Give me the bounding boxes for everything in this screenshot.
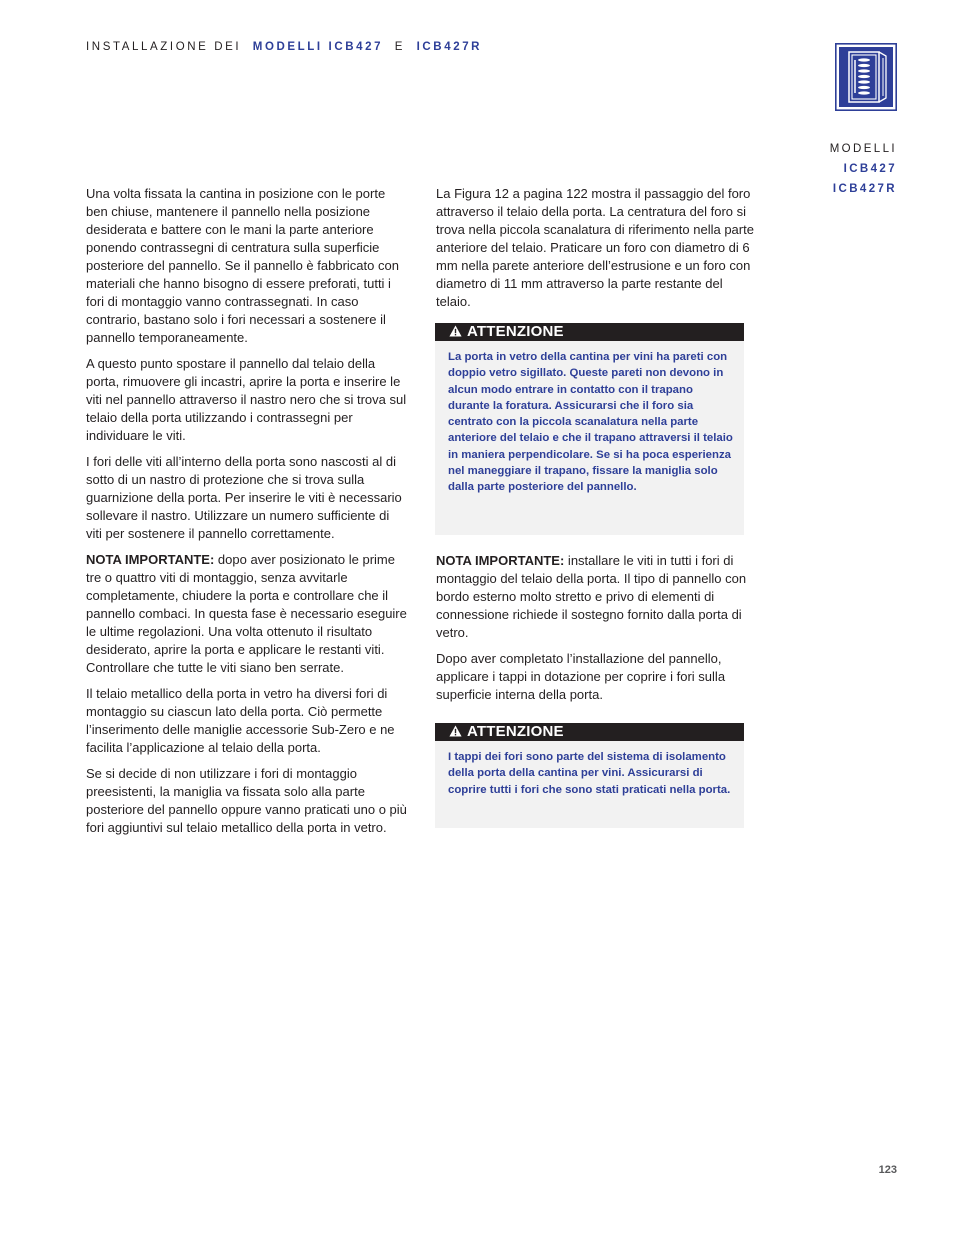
paragraph: I fori delle viti all’interno della porta sono nascosti al di sotto di un nastro di protezione che si trova sulla guarnizione della porta. Per inserire le viti è necessario sollevare il nastro. Utilizzare un numero sufficiente di viti per sostenere il pannello correttamente. — [86, 454, 402, 541]
wine-cabinet-icon — [835, 43, 897, 111]
warning-title-bar — [435, 323, 744, 341]
note-label: NOTA IMPORTANTE: — [436, 553, 565, 568]
page-number: 123 — [878, 1164, 897, 1176]
warning-title: ATTENZIONE — [467, 723, 564, 740]
paragraph: Se si decide di non utilizzare i fori di montaggio preesistenti, la maniglia va fissata solo alla parte posteriore del pannello oppure vanno praticati uno o più fori aggiuntivi sul telaio metallico della porta in vetro. — [86, 766, 407, 835]
model-sidebar — [830, 139, 897, 199]
warning-title: ATTENZIONE — [467, 323, 564, 340]
sidebar-model2: ICB427R — [832, 183, 897, 195]
warning-text: I tappi dei fori sono parte del sistema di isolamento della porta della cantina per vini. Assicurarsi di coprire tutti i fori che sono stati praticati nella porta. — [448, 751, 731, 796]
paragraph: Una volta fissata la cantina in posizione con le porte ben chiuse, mantenere il pannello nella posizione desiderata e battere con le mani la parte anteriore ponendo contrassegni di centratura sulla superficie posteriore del pannello. Se il pannello è fabbricato con materiali che hanno bisogno di essere preforati, tutti i fori di montaggio vanno contrassegnati. In caso contrario, bastano solo i fori necessari a sostenere il pannello temporaneamente. — [86, 186, 399, 345]
warning-box — [435, 723, 744, 828]
right-column-lower — [436, 552, 758, 712]
warning-title-bar — [435, 723, 744, 741]
paragraph: La Figura 12 a pagina 122 mostra il passaggio del foro attraverso il telaio della porta. La centratura del foro si trova nella piccola scanalatura di riferimento nella parte anteriore del telaio. Praticare un foro con diametro di 6 mm nella parete anteriore dell’estrusione e un foro con diametro di 11 mm attraverso la parte restante del telaio. — [436, 186, 754, 309]
note-text: installare le viti in tutti i fori di montaggio del telaio della porta. Il tipo di pannello con bordo esterno molto stretto e privo di elementi di connessione richiede il sostegno fornito dalla porta di vetro. — [436, 553, 747, 640]
header-models: MODELLI ICB427 — [252, 41, 384, 53]
header-prefix: INSTALLAZIONE DEI — [86, 41, 242, 53]
sidebar-model1: ICB427 — [843, 163, 897, 175]
paragraph — [436, 552, 758, 642]
warning-triangle-icon — [449, 725, 462, 737]
left-column — [86, 185, 408, 845]
paragraph: Dopo aver completato l’installazione del pannello, applicare i tappi in dotazione per coprire i fori sulla superficie interna della porta. — [436, 651, 726, 702]
header-conj: E — [394, 41, 405, 53]
warning-box — [435, 323, 744, 535]
paragraph — [86, 551, 408, 677]
note-text: dopo aver posizionato le prime tre o quattro viti di montaggio, senza avvitarle completamente, chiudere la porta e controllare che il pannello combaci. In questa fase è necessario eseguire le ultime regolazioni. Una volta ottenuto il risultato desiderato, aprire la porta e applicare le restanti viti. Controllare che tutte le viti siano ben serrate. — [86, 552, 407, 675]
header-model2: ICB427R — [416, 41, 483, 53]
right-column — [436, 185, 758, 319]
note-label: NOTA IMPORTANTE: — [86, 552, 215, 567]
sidebar-label: MODELLI — [829, 143, 897, 155]
paragraph: Il telaio metallico della porta in vetro ha diversi fori di montaggio su ciascun lato della porta. Ciò permette l’inserimento delle maniglie accessorie Sub-Zero e ne facilita l’applicazione al telaio della porta. — [86, 686, 395, 755]
paragraph: A questo punto spostare il pannello dal telaio della porta, rimuovere gli incastri, aprire la porta e inserire le viti nel pannello attraverso il nastro nero che si trova sul telaio della porta utilizzando i contrassegni per individuare le viti. — [86, 356, 407, 443]
warning-text: La porta in vetro della cantina per vini ha pareti con doppio vetro sigillato. Queste pareti non devono in alcun modo entrare in contatto con il trapano durante la foratura. Assicurarsi che il foro sia centrato con la piccola scanalatura nella parte anteriore del telaio e che il trapano attraversi il telaio in maniera perpendicolare. Se si ha poca esperienza nel maneggiare il trapano, fissare la maniglia solo dalla parte posteriore del pannello. — [448, 351, 733, 494]
running-header — [86, 41, 482, 53]
warning-triangle-icon — [449, 325, 462, 337]
